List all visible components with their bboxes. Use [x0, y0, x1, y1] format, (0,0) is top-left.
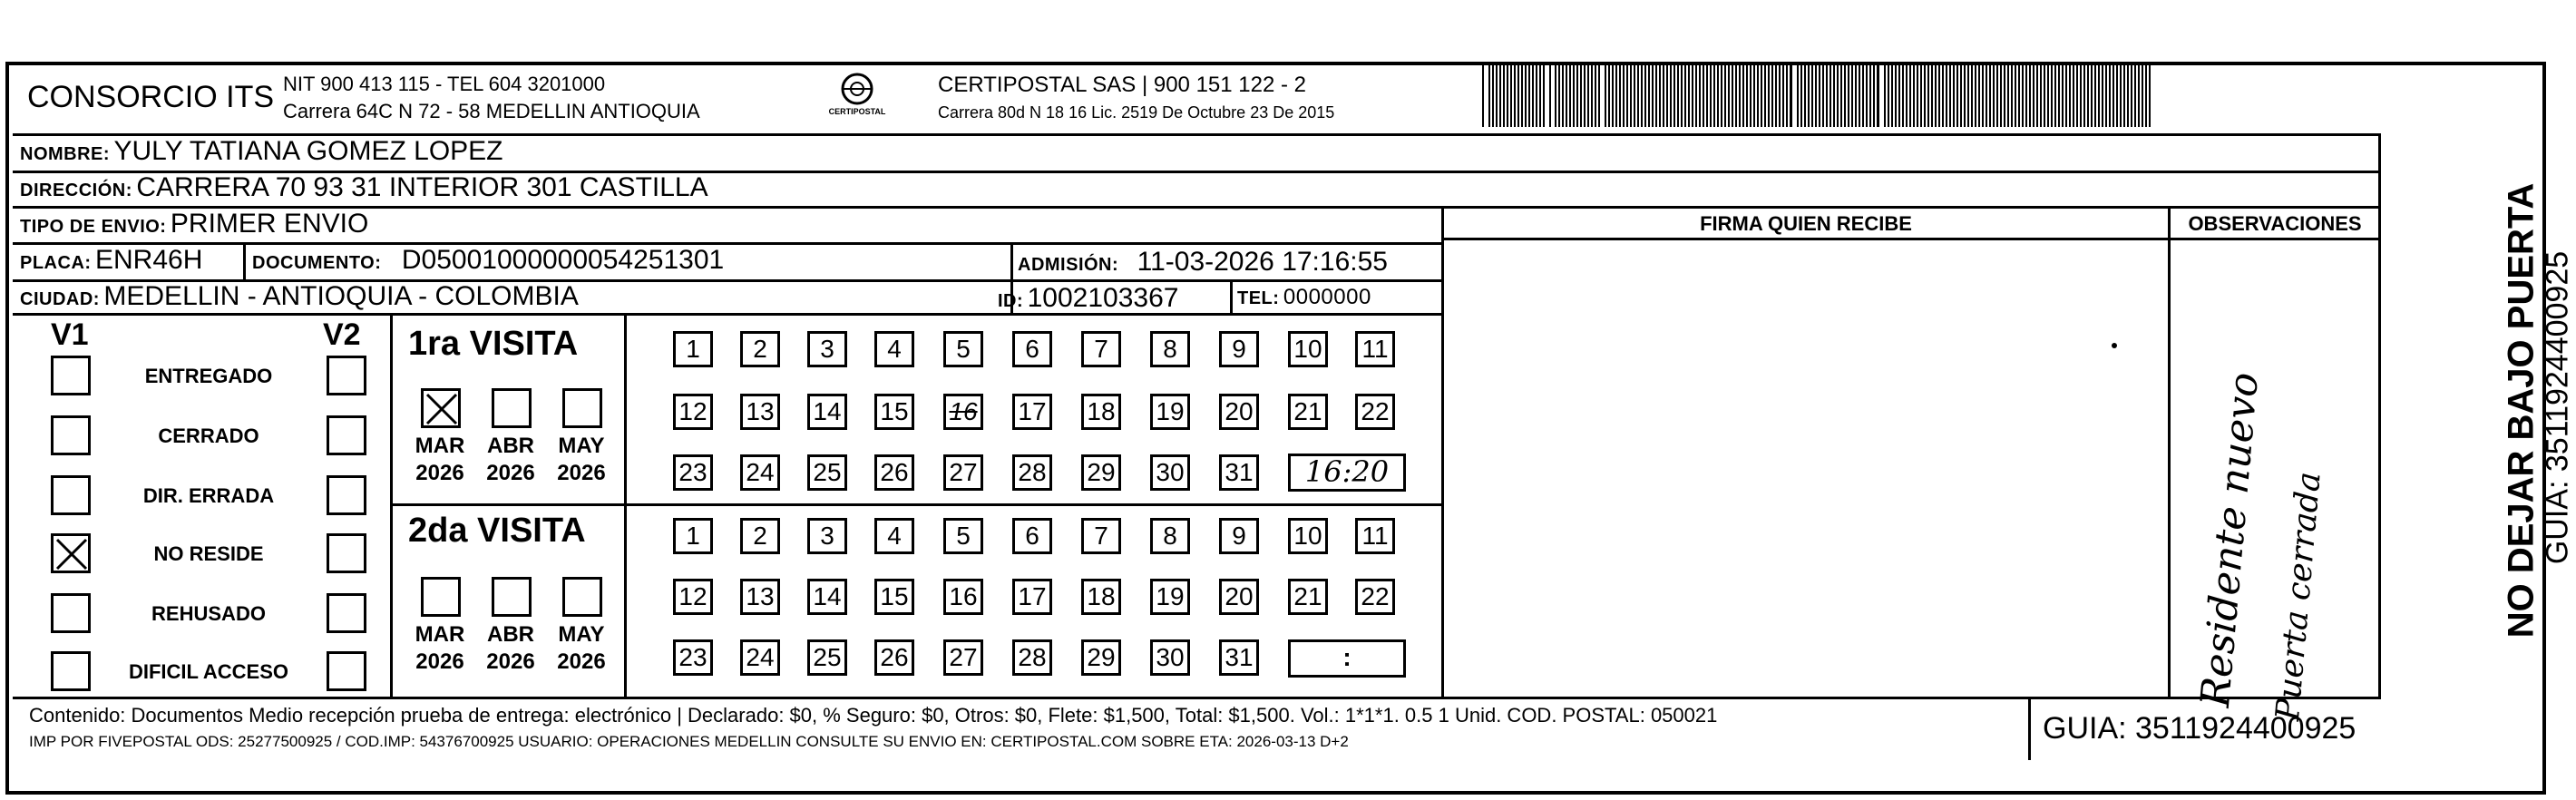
month-checkbox[interactable] — [492, 388, 532, 428]
day-box[interactable]: 8 — [1150, 518, 1190, 554]
admision-value: 11-03-2026 17:16:55 — [1137, 247, 1388, 277]
tel-label: TEL: — [1237, 288, 1280, 308]
day-box[interactable]: 19 — [1150, 394, 1190, 430]
day-box[interactable]: 20 — [1219, 579, 1259, 615]
day-box[interactable]: 22 — [1355, 579, 1395, 615]
month-checkbox[interactable] — [492, 577, 532, 617]
status-option-label: CERRADO — [158, 424, 259, 447]
day-box[interactable]: 15 — [874, 394, 914, 430]
month-checkbox[interactable] — [562, 577, 602, 617]
day-box[interactable]: 12 — [673, 579, 713, 615]
day-box[interactable]: 2 — [740, 518, 780, 554]
day-box[interactable]: 11 — [1355, 518, 1395, 554]
side-guia: GUIA: 3511924400925 — [2540, 250, 2575, 565]
day-box[interactable]: 3 — [807, 331, 847, 367]
year-label: 2026 — [557, 461, 606, 485]
v1-checkbox[interactable] — [51, 533, 91, 573]
documento-value: D05001000000054251301 — [401, 245, 725, 275]
observation-handwriting — [2172, 249, 2376, 723]
logo-text: CERTIPOSTAL — [828, 107, 886, 116]
observaciones-heading: OBSERVACIONES — [2188, 212, 2362, 235]
v1-checkbox[interactable] — [51, 415, 91, 455]
company-name: CONSORCIO ITS — [27, 80, 275, 114]
cert-line-2: Carrera 80d N 18 16 Lic. 2519 De Octubre 23 De 2015 — [938, 103, 1335, 122]
placa-label: PLACA: — [20, 253, 92, 273]
v2-checkbox[interactable] — [327, 533, 366, 573]
day-box[interactable]: 31 — [1219, 639, 1259, 676]
day-box[interactable]: 26 — [874, 454, 914, 491]
status-option-label: ENTREGADO — [144, 365, 273, 387]
day-box[interactable]: 16 — [943, 394, 983, 430]
placa-row — [20, 245, 202, 276]
v2-checkbox[interactable] — [327, 651, 366, 691]
day-box[interactable]: 14 — [807, 394, 847, 430]
cert-line-1: CERTIPOSTAL SAS | 900 151 122 - 2 — [938, 73, 1306, 97]
placa-value: ENR46H — [95, 245, 203, 275]
day-box[interactable]: 10 — [1288, 331, 1328, 367]
day-box[interactable]: 24 — [740, 639, 780, 676]
month-label: MAR — [415, 434, 465, 458]
day-box[interactable]: 2 — [740, 331, 780, 367]
day-box[interactable]: 28 — [1012, 639, 1052, 676]
day-box[interactable]: 23 — [673, 454, 713, 491]
admision-row — [1018, 247, 1388, 278]
day-box[interactable]: 19 — [1150, 579, 1190, 615]
tel-row — [1237, 285, 1371, 310]
id-row — [998, 283, 1178, 314]
check-mark-icon — [54, 536, 90, 572]
id-value: 1002103367 — [1027, 283, 1179, 313]
day-box[interactable]: 10 — [1288, 518, 1328, 554]
day-box[interactable]: 5 — [943, 331, 983, 367]
day-box[interactable]: 7 — [1081, 331, 1121, 367]
day-box[interactable]: 21 — [1288, 579, 1328, 615]
day-box[interactable]: 9 — [1219, 331, 1259, 367]
day-box[interactable]: 20 — [1219, 394, 1259, 430]
second-visit-time[interactable] — [1288, 639, 1406, 678]
day-box[interactable]: 7 — [1081, 518, 1121, 554]
footer-guia: GUIA: 3511924400925 — [2043, 711, 2356, 746]
barcode — [1482, 62, 2155, 127]
day-box[interactable]: 30 — [1150, 454, 1190, 491]
day-box[interactable]: 23 — [673, 639, 713, 676]
day-box[interactable]: 17 — [1012, 579, 1052, 615]
company-line-1: NIT 900 413 115 - TEL 604 3201000 — [283, 73, 606, 95]
year-label: 2026 — [415, 461, 464, 485]
day-box[interactable]: 18 — [1081, 394, 1121, 430]
observation-line-2: Puerta cerrada — [2269, 470, 2328, 723]
first-visit-title: 1ra VISITA — [408, 325, 579, 363]
v1-checkbox[interactable] — [51, 593, 91, 633]
v1-checkbox[interactable] — [51, 475, 91, 515]
day-box[interactable]: 27 — [943, 639, 983, 676]
day-box[interactable]: 17 — [1012, 394, 1052, 430]
year-label: 2026 — [486, 649, 535, 674]
first-visit-time-text: 16:20 — [1304, 454, 1390, 489]
tipo-row — [20, 209, 368, 239]
day-box[interactable]: 14 — [807, 579, 847, 615]
day-box[interactable]: 28 — [1012, 454, 1052, 491]
tel-value: 0000000 — [1283, 285, 1371, 309]
documento-row — [252, 245, 724, 276]
tipo-label: TIPO DE ENVIO: — [20, 217, 167, 237]
status-option-label: DIFICIL ACCESO — [128, 660, 288, 683]
footer-line-1: Contenido: Documentos Medio recepción prueba de entrega: electrónico | Declarado: $0, % Seguro: $0, Otros: $0, Flete: $1,500, Total: $1,500. Vol.: 1*1*1. 0.5 1 Unid. COD. POSTAL: 050021 — [29, 704, 1718, 727]
day-box[interactable]: 12 — [673, 394, 713, 430]
day-box[interactable]: 3 — [807, 518, 847, 554]
month-checkbox[interactable] — [421, 388, 461, 428]
firma-heading: FIRMA QUIEN RECIBE — [1700, 212, 1912, 235]
admision-label: ADMISIÓN: — [1018, 255, 1119, 275]
month-label: MAR — [415, 622, 465, 647]
day-box[interactable]: 11 — [1355, 331, 1395, 367]
day-box[interactable]: 13 — [740, 394, 780, 430]
signature-dot — [2112, 343, 2117, 348]
v1-heading: V1 — [51, 317, 89, 352]
tipo-value: PRIMER ENVIO — [170, 209, 369, 239]
month-label: MAY — [558, 622, 605, 647]
day-box[interactable]: 18 — [1081, 579, 1121, 615]
nombre-row — [20, 136, 503, 167]
direccion-value: CARRERA 70 93 31 INTERIOR 301 CASTILLA — [136, 172, 708, 202]
day-box[interactable]: 4 — [874, 518, 914, 554]
month-checkbox[interactable] — [562, 388, 602, 428]
day-box[interactable]: 29 — [1081, 454, 1121, 491]
v2-checkbox[interactable] — [327, 356, 366, 395]
footer-line-2: IMP POR FIVEPOSTAL ODS: 25277500925 / COD.IMP: 54376700925 USUARIO: OPERACIONES MEDELLIN CONSULTE SU ENVIO EN: CERTIPOSTAL.COM SOBRE ETA: 2026-03-13 D+2 — [29, 733, 1349, 750]
day-box[interactable]: 4 — [874, 331, 914, 367]
ciudad-label: CIUDAD: — [20, 289, 100, 309]
second-visit-time-placeholder: : — [1342, 643, 1351, 671]
day-box[interactable]: 29 — [1081, 639, 1121, 676]
ciudad-value: MEDELLIN - ANTIOQUIA - COLOMBIA — [103, 281, 579, 311]
day-box[interactable]: 6 — [1012, 331, 1052, 367]
id-label: ID: — [998, 291, 1024, 311]
day-box[interactable]: 8 — [1150, 331, 1190, 367]
second-visit-title: 2da VISITA — [408, 512, 586, 550]
day-box[interactable]: 24 — [740, 454, 780, 491]
v2-checkbox[interactable] — [327, 593, 366, 633]
nombre-value: YULY TATIANA GOMEZ LOPEZ — [113, 136, 503, 166]
check-mark-icon — [424, 391, 460, 427]
day-box[interactable]: 25 — [807, 454, 847, 491]
day-box[interactable]: 21 — [1288, 394, 1328, 430]
month-label: ABR — [487, 622, 534, 647]
day-box[interactable]: 6 — [1012, 518, 1052, 554]
month-checkbox[interactable] — [421, 577, 461, 617]
day-box[interactable]: 9 — [1219, 518, 1259, 554]
day-box[interactable]: 13 — [740, 579, 780, 615]
certipostal-logo — [825, 71, 889, 122]
ciudad-row — [20, 281, 579, 312]
v1-checkbox[interactable] — [51, 651, 91, 691]
day-box[interactable]: 1 — [673, 518, 713, 554]
v1-checkbox[interactable] — [51, 356, 91, 395]
day-box[interactable]: 5 — [943, 518, 983, 554]
day-box[interactable]: 25 — [807, 639, 847, 676]
day-box[interactable]: 27 — [943, 454, 983, 491]
status-option-label: NO RESIDE — [153, 542, 264, 565]
month-label: ABR — [487, 434, 534, 458]
day-box[interactable]: 22 — [1355, 394, 1395, 430]
day-box[interactable]: 26 — [874, 639, 914, 676]
status-option-label: REHUSADO — [151, 602, 266, 625]
direccion-row — [20, 172, 708, 203]
observation-line-1: Residente nuevo — [2191, 370, 2269, 709]
year-label: 2026 — [557, 649, 606, 674]
documento-label: DOCUMENTO: — [252, 253, 382, 273]
year-label: 2026 — [415, 649, 464, 674]
first-visit-time[interactable] — [1288, 454, 1406, 492]
v2-checkbox[interactable] — [327, 475, 366, 515]
company-line-2: Carrera 64C N 72 - 58 MEDELLIN ANTIOQUIA — [283, 100, 700, 122]
day-box[interactable]: 30 — [1150, 639, 1190, 676]
month-label: MAY — [558, 434, 605, 458]
v2-heading: V2 — [323, 317, 361, 352]
day-box[interactable]: 1 — [673, 331, 713, 367]
year-label: 2026 — [486, 461, 535, 485]
v2-checkbox[interactable] — [327, 415, 366, 455]
day-box[interactable]: 15 — [874, 579, 914, 615]
day-box[interactable]: 16 — [943, 579, 983, 615]
nombre-label: NOMBRE: — [20, 144, 111, 164]
status-option-label: DIR. ERRADA — [142, 484, 275, 507]
side-warning: NO DEJAR BAJO PUERTA — [2501, 182, 2542, 639]
day-box[interactable]: 31 — [1219, 454, 1259, 491]
direccion-label: DIRECCIÓN: — [20, 180, 132, 200]
